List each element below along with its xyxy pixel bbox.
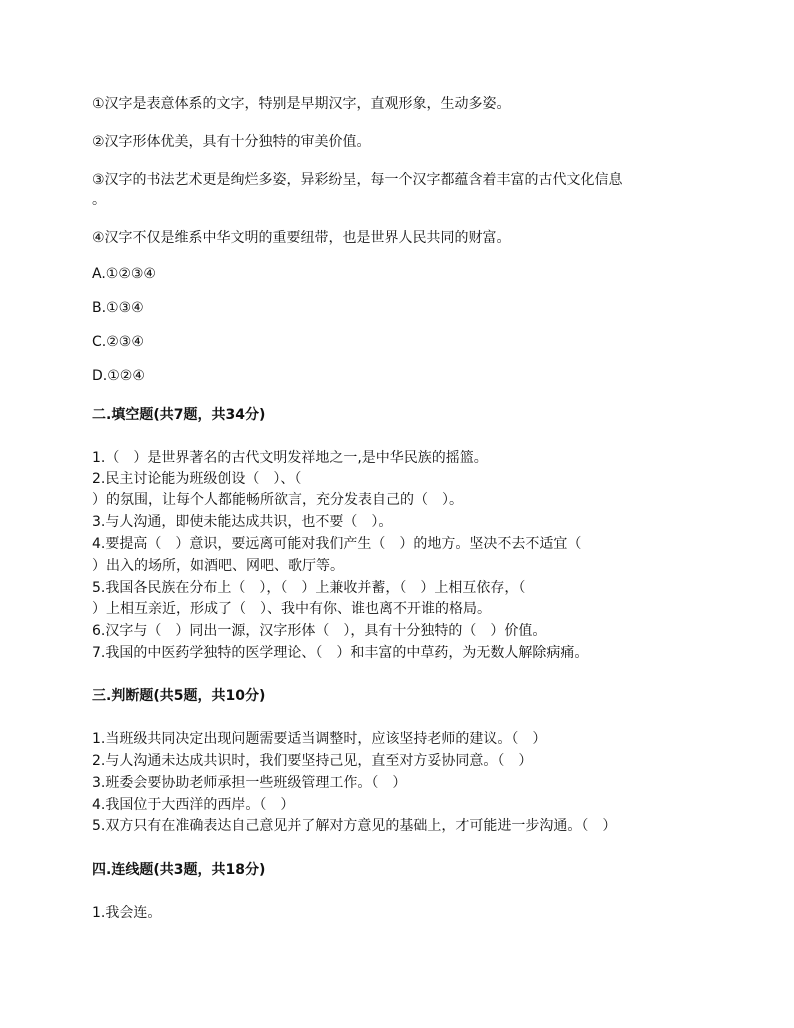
statement-4: ④汉字不仅是维系中华文明的重要纽带，也是世界人民共同的财富。 [92,230,511,246]
matching-question: 1.我会连。 [92,905,162,921]
section-heading-fill-blank: 二.填空题(共7题，共34分) [92,407,266,423]
fill-blank-question: ）出入的场所，如酒吧、网吧、歌厅等。 [92,558,344,574]
true-false-question: 1.当班级共同决定出现问题需要适当调整时，应该坚持老师的建议。（ ） [92,731,547,747]
section-heading-true-false: 三.判断题(共5题，共10分) [92,688,266,704]
true-false-question: 3.班委会要协助老师承担一些班级管理工作。（ ） [92,775,407,791]
section-heading-matching: 四.连线题(共3题，共18分) [92,862,266,878]
true-false-question: 5.双方只有在准确表达自己意见并了解对方意见的基础上，才可能进一步沟通。（ ） [92,818,617,834]
fill-blank-question: 7.我国的中医药学独特的医学理论、（ ）和丰富的中草药，为无数人解除病痛。 [92,645,589,661]
fill-blank-question: 4.要提高（ ）意识，要远离可能对我们产生（ ）的地方。坚决不去不适宜（ [92,536,582,552]
fill-blank-question: ）上相互亲近，形成了（ ）、我中有你、谁也离不开谁的格局。 [92,601,491,617]
fill-blank-question: 1.（ ）是世界著名的古代文明发祥地之一,是中华民族的摇篮。 [92,450,488,466]
statement-2: ②汉字形体优美，具有十分独特的审美价值。 [92,134,371,150]
fill-blank-question: ）的氛围，让每个人都能畅所欲言，充分发表自己的（ ）。 [92,492,463,508]
option-b: B.①③④ [92,300,144,316]
true-false-question: 4.我国位于大西洋的西岸。（ ） [92,797,295,813]
option-a: A.①②③④ [92,266,156,282]
fill-blank-question: 6.汉字与（ ）同出一源，汉字形体（ ），具有十分独特的（ ）价值。 [92,623,547,639]
true-false-question: 2.与人沟通未达成共识时，我们要坚持己见，直至对方妥协同意。（ ） [92,753,533,769]
fill-blank-question: 5.我国各民族在分布上（ ），（ ）上兼收并蓄，（ ）上相互依存，（ [92,580,526,596]
fill-blank-question: 3.与人沟通，即使未能达成共识，也不要（ ）。 [92,514,393,530]
option-c: C.②③④ [92,334,144,350]
statement-1: ①汉字是表意体系的文字，特别是早期汉字，直观形象，生动多姿。 [92,96,511,112]
fill-blank-question: 2.民主讨论能为班级创设（ ）、（ [92,471,302,487]
statement-3: ③汉字的书法艺术更是绚烂多姿，异彩纷呈，每一个汉字都蕴含着丰富的古代文化信息 [92,172,623,188]
option-d: D.①②④ [92,368,145,384]
statement-3-continuation: 。 [92,192,106,208]
